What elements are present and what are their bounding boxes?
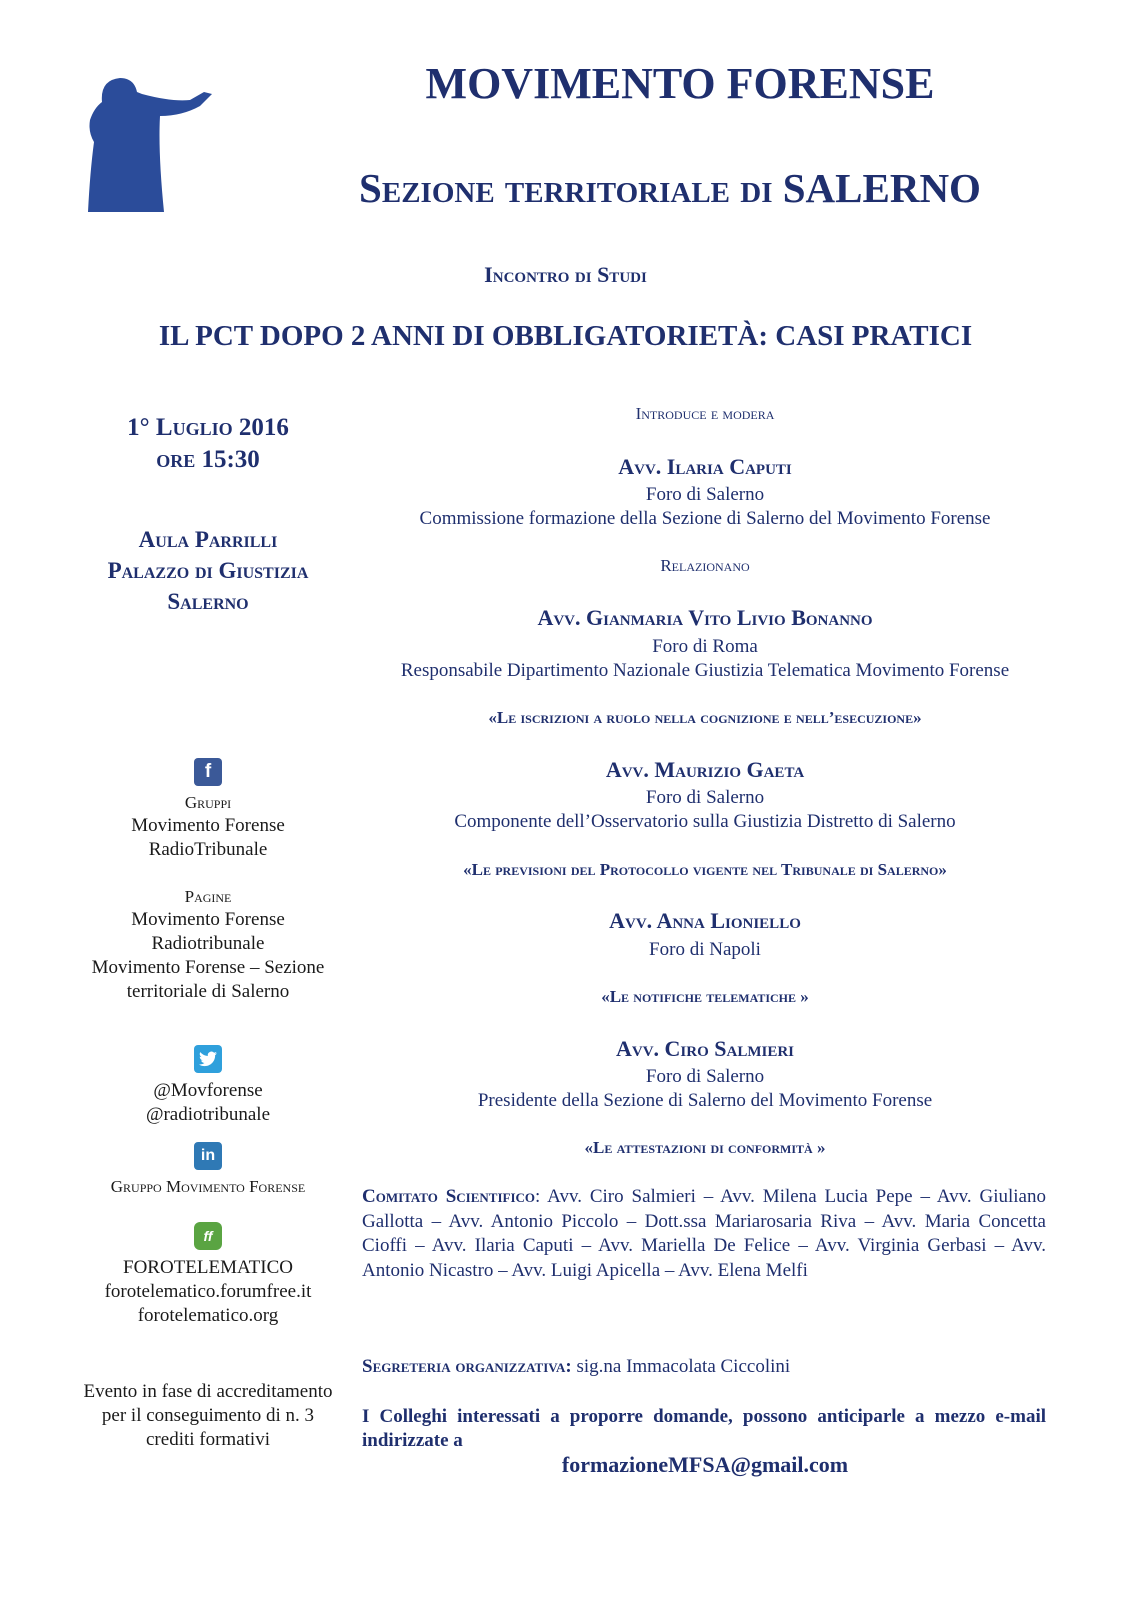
- accreditation-line: Evento in fase di accreditamento: [83, 1381, 333, 1402]
- contact-email-link[interactable]: formazioneMFSA@gmail.com: [561, 1452, 849, 1477]
- accreditation-note: [48, 1380, 368, 1452]
- affiliation-line: Foro di Salerno: [645, 1066, 765, 1087]
- twitter-handle[interactable]: @Movforense: [153, 1080, 263, 1101]
- facebook-group-link[interactable]: Movimento Forense: [131, 815, 285, 836]
- event-time: ore 15:30: [156, 446, 260, 473]
- speaker-name: Avv. Gianmaria Vito Livio Bonanno: [537, 605, 873, 630]
- forum-chat-icon[interactable]: ff: [194, 1222, 222, 1250]
- affiliation-line: Presidente della Sezione di Salerno del Movimento Forense: [477, 1090, 933, 1111]
- talk-topic: «Le notifiche telematiche »: [601, 987, 809, 1006]
- facebook-page-link[interactable]: territoriale di Salerno: [126, 981, 290, 1002]
- affiliation-line: Foro di Salerno: [645, 787, 765, 808]
- affiliation-line: Foro di Roma: [652, 636, 758, 657]
- accreditation-line: crediti formativi: [146, 1429, 270, 1450]
- linkedin-block: [48, 1142, 368, 1198]
- affiliation-line: Componente dell’Osservatorio sulla Giustizia Distretto di Salerno: [454, 811, 956, 832]
- speaker-affiliation: [365, 1065, 1045, 1113]
- talk-topic: «Le previsioni del Protocollo vigente nel Tribunale di Salerno»: [463, 860, 947, 879]
- facebook-icon[interactable]: f: [194, 758, 222, 786]
- venue-line: Palazzo di Giustizia: [107, 558, 309, 583]
- section-subtitle: Sezione territoriale di SALERNO: [359, 165, 981, 211]
- talk-topic: «Le iscrizioni a ruolo nella cognizione e nell’esecuzione»: [488, 708, 922, 727]
- facebook-groups-label: Gruppi: [184, 793, 232, 812]
- committee-members: : Avv. Ciro Salmieri – Avv. Milena Lucia Pepe – Avv. Giuliano Gallotta – Avv. Antonio Piccolo – Dott.ssa Mariarosaria Riva – Avv. Maria Concetta Cioffi – Avv. Ilaria Caputi – Avv. Mariella De Felice – Avv. Virginia Gerbasi – Avv. Antonio Nicastro – Avv. Luigi Apicella – Avv. Elena Melfi: [362, 1186, 1046, 1281]
- affiliation-line: Commissione formazione della Sezione di Salerno del Movimento Forense: [419, 508, 991, 529]
- event-date: 1° Luglio 2016: [127, 414, 289, 441]
- facebook-page-link[interactable]: Movimento Forense: [131, 909, 285, 930]
- talk-topic: «Le attestazioni di conformità »: [584, 1138, 826, 1157]
- facebook-page-link[interactable]: Movimento Forense – Sezione: [91, 957, 325, 978]
- affiliation-line: Foro di Salerno: [645, 484, 765, 505]
- twitter-block: [48, 1045, 368, 1127]
- linkedin-group-link[interactable]: Gruppo Movimento Forense: [110, 1177, 306, 1196]
- speaker-affiliation: [365, 938, 1045, 962]
- affiliation-line: Responsabile Dipartimento Nazionale Giustizia Telematica Movimento Forense: [400, 660, 1010, 681]
- questions-note: I Colleghi interessati a proporre domande, possono anticiparle a mezzo e-mail indirizzate a: [362, 1406, 1046, 1451]
- speaker-name: Avv. Ciro Salmieri: [615, 1036, 795, 1061]
- facebook-block: [48, 758, 368, 1004]
- event-venue: [48, 524, 368, 617]
- event-type: Incontro di Studi: [484, 262, 647, 287]
- venue-line: Aula Parrilli: [138, 527, 278, 552]
- speaker-name: Avv. Maurizio Gaeta: [605, 757, 805, 782]
- moderator-label: Introduce e modera: [635, 404, 775, 423]
- secretary-name: sig.na Immacolata Ciccolini: [571, 1356, 791, 1377]
- speakers-label: Relazionano: [660, 556, 750, 575]
- organizing-secretary: [362, 1356, 1046, 1378]
- forum-site-link[interactable]: forotelematico.org: [137, 1305, 279, 1326]
- forum-site-link[interactable]: forotelematico.forumfree.it: [104, 1281, 312, 1302]
- event-title: IL PCT DOPO 2 ANNI DI OBBLIGATORIETÀ: CASI PRATICI: [158, 320, 973, 352]
- linkedin-icon[interactable]: in: [194, 1142, 222, 1170]
- moderator-affiliation: [365, 483, 1045, 531]
- speaker-name: Avv. Anna Lioniello: [609, 908, 801, 933]
- moderator-name: Avv. Ilaria Caputi: [618, 454, 792, 479]
- twitter-icon[interactable]: [194, 1045, 222, 1073]
- facebook-page-link[interactable]: Radiotribunale: [151, 933, 265, 954]
- facebook-group-link[interactable]: RadioTribunale: [148, 839, 268, 860]
- affiliation-line: Foro di Napoli: [649, 939, 761, 960]
- secretary-label: Segreteria organizzativa:: [362, 1356, 572, 1377]
- speaker-affiliation: [365, 786, 1045, 834]
- accreditation-line: per il conseguimento di n. 3: [101, 1405, 315, 1426]
- event-datetime: [48, 412, 368, 476]
- venue-line: Salerno: [167, 589, 249, 614]
- twitter-handle[interactable]: @radiotribunale: [145, 1104, 271, 1125]
- forum-name: FOROTELEMATICO: [123, 1257, 293, 1278]
- organization-title: MOVIMENTO FORENSE: [425, 59, 935, 108]
- committee-label: Comitato Scientifico: [362, 1186, 536, 1207]
- facebook-pages-label: Pagine: [184, 887, 232, 906]
- speaker-affiliation: [365, 635, 1045, 683]
- movimento-forense-logo: [82, 72, 220, 217]
- scientific-committee: [362, 1185, 1046, 1283]
- forum-block: [48, 1222, 368, 1328]
